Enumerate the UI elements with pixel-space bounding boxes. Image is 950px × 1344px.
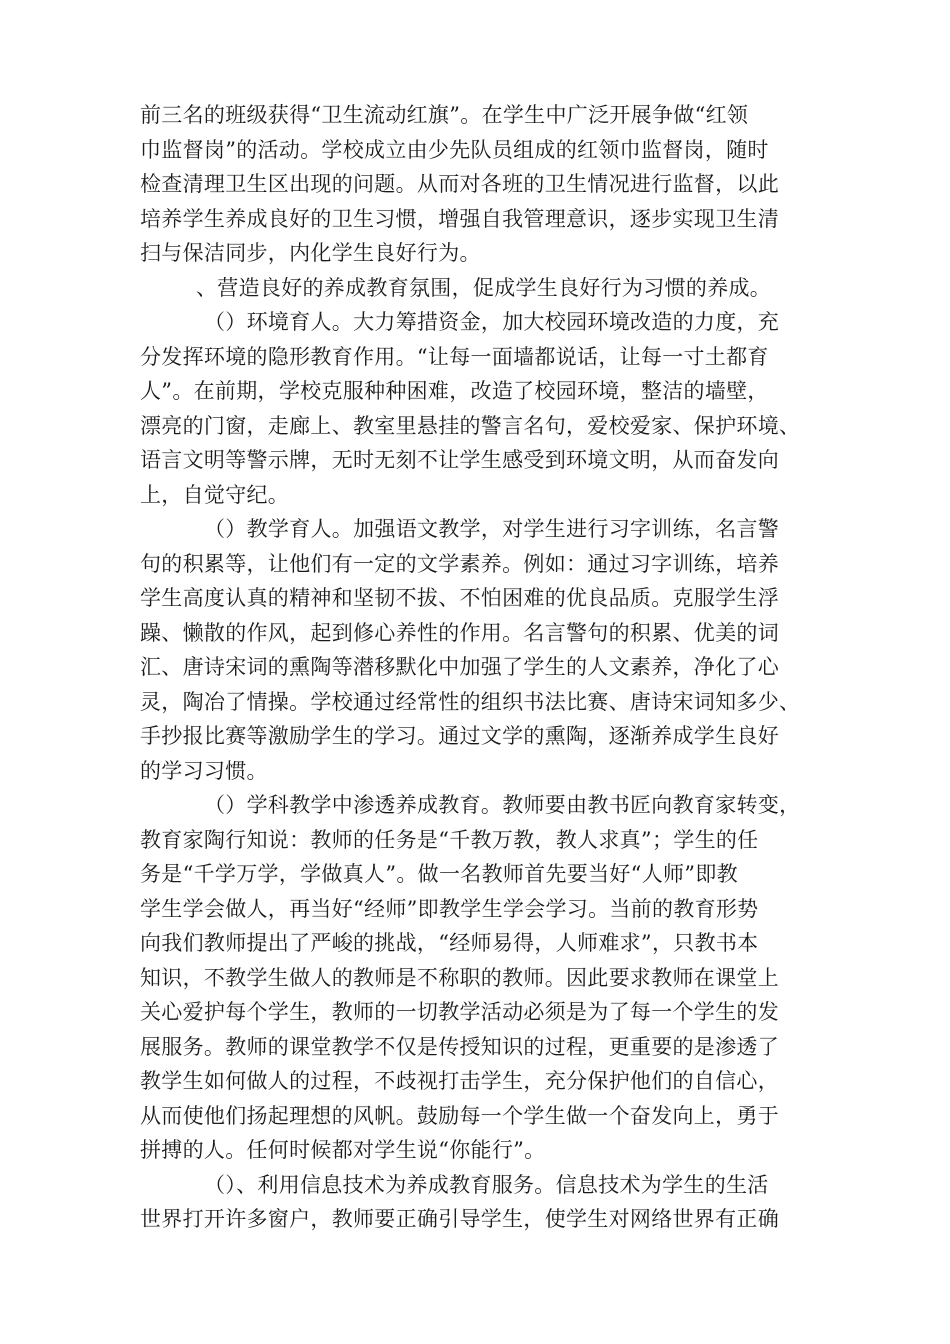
text-line: 扫与保洁同步，内化学生良好行为。 — [140, 241, 481, 265]
paragraph-teaching-education — [140, 512, 820, 788]
text-line: 巾监督岗”的活动。学校成立由少先队员组成的红领巾监督岗，随时 — [140, 137, 769, 162]
text-line: 关心爱护每个学生，教师的一切教学活动必须是为了每一个学生的发 — [140, 1000, 779, 1024]
paragraph-information-technology — [140, 1168, 820, 1237]
text-line: 分发挥环境的隐形教育作用。“让每一面墙都说话，让每一寸土都育 — [140, 344, 769, 369]
text-line: 教育家陶行知说：教师的任务是“千教万教，教人求真”；学生的任 — [140, 827, 759, 852]
text-line: 上，自觉守纪。 — [140, 482, 290, 507]
text-line: 句的积累等，让他们有一定的文学素养。例如：通过习字训练，培养 — [140, 551, 779, 576]
text-line: 务是“千学万学，学做真人”。做一名教师首先要当好“人师”即教 — [140, 862, 738, 886]
text-line: 人”。在前期，学校克服种种困难，改造了校园环境，整洁的墙壁， — [140, 379, 769, 403]
text-line: 培养学生养成良好的卫生习惯，增强自我管理意识，逐步实现卫生清 — [140, 206, 779, 231]
text-line: 教学生如何做人的过程，不歧视打击学生，充分保护他们的自信心， — [140, 1069, 779, 1093]
paragraph-environment-education — [140, 305, 820, 512]
text-line: （）教学育人。加强语文教学，对学生进行习字训练，名言警 — [204, 517, 780, 541]
section-heading: 、营造良好的养成教育氛围，促成学生良好行为习惯的养成。 — [196, 275, 772, 300]
text-line: （）、利用信息技术为养成教育服务。信息技术为学生的生活 — [204, 1172, 769, 1197]
paragraph-subject-teaching — [140, 788, 820, 1168]
text-line: 知识，不教学生做人的教师是不称职的教师。因此要求教师在课堂上 — [140, 965, 779, 990]
text-line: 语言文明等警示牌，无时无刻不让学生感受到环境文明，从而奋发向 — [140, 448, 779, 472]
paragraph-section-heading — [140, 271, 820, 306]
text-line: 的学习习惯。 — [140, 758, 268, 783]
text-line: 汇、唐诗宋词的熏陶等潜移默化中加强了学生的人文素养，净化了心 — [140, 655, 779, 679]
text-line: 检查清理卫生区出现的问题。从而对各班的卫生情况进行监督，以此 — [140, 172, 779, 196]
text-line: 世界打开许多窗户，教师要正确引导学生，使学生对网络世界有正确 — [140, 1207, 779, 1231]
text-line: （）环境育人。大力筹措资金，加大校园环境改造的力度，充 — [204, 310, 780, 334]
text-line: （）学科教学中渗透养成教育。教师要由教书匠向教育家转变， — [204, 793, 801, 817]
text-line: 躁、懒散的作风，起到修心养性的作用。名言警句的积累、优美的词 — [140, 620, 779, 645]
paragraph-hygiene-supervision — [140, 98, 820, 271]
text-line: 漂亮的门窗，走廊上、教室里悬挂的警言名句，爱校爱家、保护环境、 — [140, 413, 801, 438]
text-line: 从而使他们扬起理想的风帆。鼓励每一个学生做一个奋发向上，勇于 — [140, 1103, 779, 1128]
text-line: 展服务。教师的课堂教学不仅是传授知识的过程，更重要的是渗透了 — [140, 1034, 779, 1059]
text-line: 学生高度认真的精神和坚韧不拔、不怕困难的优良品质。克服学生浮 — [140, 586, 779, 610]
document-body — [140, 98, 820, 1237]
text-line: 拼搏的人。任何时候都对学生说“你能行”。 — [140, 1138, 546, 1162]
text-line: 向我们教师提出了严峻的挑战，“经师易得，人师难求”，只教书本 — [140, 931, 759, 955]
text-line: 学生学会做人，再当好“经师”即教学生学会学习。当前的教育形势 — [140, 896, 759, 921]
text-line: 灵，陶冶了情操。学校通过经常性的组织书法比赛、唐诗宋词知多少、 — [140, 689, 801, 714]
text-line: 前三名的班级获得“卫生流动红旗”。在学生中广泛开展争做“红领 — [140, 103, 749, 127]
text-line: 手抄报比赛等激励学生的学习。通过文学的熏陶，逐渐养成学生良好 — [140, 724, 779, 748]
